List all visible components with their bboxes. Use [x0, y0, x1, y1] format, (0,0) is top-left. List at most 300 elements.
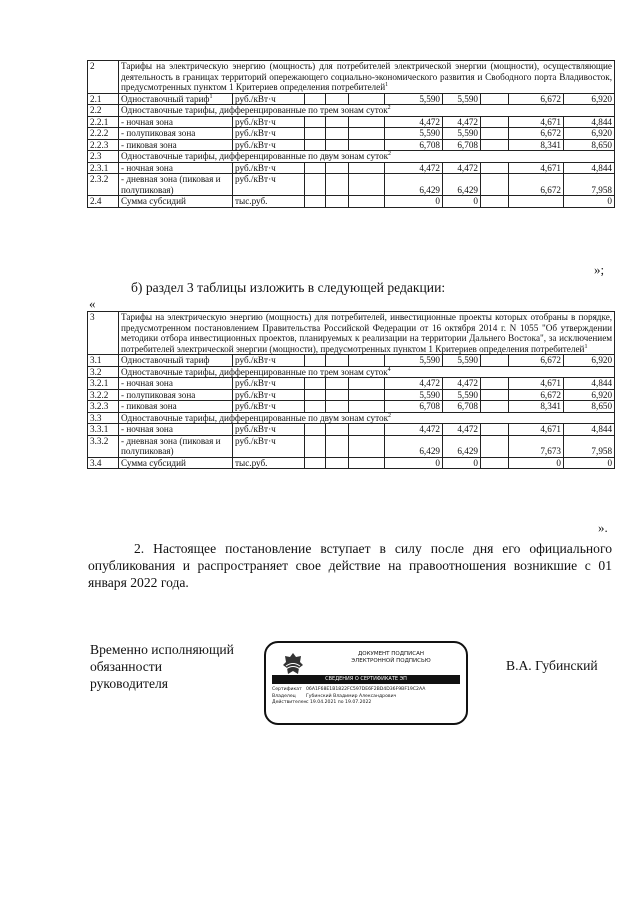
row-number-text: 3.4	[90, 457, 102, 468]
value-cell	[443, 457, 481, 469]
value-cell-text: 4,472	[457, 162, 478, 173]
value-cell	[509, 401, 564, 413]
unit-cell	[233, 355, 305, 367]
value-cell-text: 5,590	[419, 128, 440, 138]
empty-cell	[326, 378, 349, 390]
unit-cell	[233, 378, 305, 390]
unit-cell-text: руб./кВт·ч	[235, 401, 276, 411]
value-cell-text: 5,590	[457, 93, 478, 104]
row-number-text: 2.4	[90, 196, 102, 206]
value-cell-text: 4,472	[419, 162, 440, 173]
value-cell-text: 8,650	[591, 139, 613, 150]
empty-cell	[326, 128, 349, 140]
value-cell	[509, 93, 564, 105]
row-label	[119, 401, 233, 413]
tariff-table-section-2	[87, 60, 615, 208]
signer-name: В.А. Губинский	[506, 658, 598, 673]
value-cell	[385, 457, 443, 469]
unit-cell	[233, 116, 305, 128]
row-label-text: - ночная зона	[121, 162, 173, 173]
value-cell	[443, 355, 481, 367]
empty-cell	[326, 435, 349, 457]
row-number	[88, 61, 119, 94]
empty-cell	[326, 162, 349, 174]
signer-title-line: Временно исполняющий	[90, 642, 234, 657]
row-number	[88, 401, 119, 413]
row-label-text: - полупиковая зона	[121, 128, 196, 138]
row-number	[88, 139, 119, 151]
value-cell	[385, 401, 443, 413]
value-cell	[443, 162, 481, 174]
value-cell-text: 6,672	[540, 184, 561, 195]
empty-cell	[326, 389, 349, 401]
row-label	[119, 196, 233, 208]
value-cell-text: 6,429	[457, 446, 478, 456]
footnote-mark: 2	[387, 104, 391, 111]
row-description	[119, 366, 615, 378]
empty-cell	[305, 424, 326, 436]
value-cell-text: 0	[556, 457, 561, 468]
value-cell	[509, 139, 564, 151]
value-cell-text: 0	[435, 457, 440, 468]
closing-quote: ».	[598, 520, 608, 535]
unit-cell-text: тыс.руб.	[235, 196, 268, 206]
row-label	[119, 128, 233, 140]
empty-cell	[326, 116, 349, 128]
stamp-header-line: ДОКУМЕНТ ПОДПИСАН	[357, 651, 425, 657]
valid-label: Действителен	[272, 700, 307, 705]
value-cell-text: 0	[473, 196, 478, 206]
unit-cell	[233, 401, 305, 413]
row-label-text: Одноставочный тариф	[121, 93, 210, 104]
empty-cell	[349, 424, 385, 436]
empty-cell	[481, 116, 509, 128]
empty-cell	[349, 116, 385, 128]
value-cell-text: 6,708	[419, 401, 440, 411]
value-cell-text: 6,429	[419, 446, 440, 456]
value-cell	[443, 435, 481, 457]
empty-cell	[305, 196, 326, 208]
value-cell	[564, 389, 615, 401]
empty-cell	[349, 389, 385, 401]
value-cell	[385, 116, 443, 128]
empty-cell	[305, 128, 326, 140]
empty-cell	[481, 457, 509, 469]
value-cell	[443, 116, 481, 128]
value-cell-text: 5,590	[457, 355, 478, 365]
empty-cell	[305, 355, 326, 367]
value-cell	[509, 128, 564, 140]
row-number	[88, 174, 119, 196]
cert-value: 06A1F68E1B1822FC597DE6F2BD4D36F9BF19C2AA	[306, 687, 426, 692]
table-row	[88, 312, 615, 355]
empty-cell	[481, 378, 509, 390]
value-cell	[564, 196, 615, 208]
unit-cell	[233, 162, 305, 174]
value-cell-text: 6,708	[457, 139, 478, 150]
empty-cell	[349, 128, 385, 140]
value-cell-text: 4,671	[540, 378, 561, 388]
value-cell-text: 6,920	[591, 93, 613, 104]
value-cell	[564, 174, 615, 196]
signer-title	[90, 641, 260, 692]
row-number-text: 3.1	[90, 355, 102, 365]
row-label	[119, 162, 233, 174]
empty-cell	[349, 162, 385, 174]
row-number-text: 2.2	[90, 105, 102, 115]
value-cell-text: 0	[607, 457, 613, 468]
stamp-header	[336, 651, 446, 665]
value-cell-text: 4,844	[591, 162, 613, 173]
unit-cell-text: руб./кВт·ч	[235, 128, 276, 138]
empty-cell	[481, 174, 509, 196]
value-cell-text: 4,472	[457, 378, 478, 388]
table-row	[88, 435, 615, 457]
unit-cell-text: руб./кВт·ч	[235, 389, 276, 400]
value-cell	[564, 378, 615, 390]
value-cell	[509, 435, 564, 457]
empty-cell	[349, 174, 385, 196]
unit-cell	[233, 174, 305, 196]
empty-cell	[326, 401, 349, 413]
value-cell-text: 0	[473, 457, 478, 468]
value-cell-text: 4,844	[591, 424, 613, 434]
value-cell-text: 4,472	[419, 378, 440, 388]
table-row	[88, 457, 615, 469]
value-cell-text: 6,429	[457, 184, 478, 195]
value-cell-text: 6,920	[591, 389, 613, 400]
row-label-text: - дневная зона (пиковая и полупиковая)	[121, 435, 221, 456]
value-cell-text: 7,673	[540, 446, 561, 456]
row-label	[119, 457, 233, 469]
value-cell-text: 4,671	[540, 424, 561, 434]
empty-cell	[326, 93, 349, 105]
row-description	[119, 412, 615, 424]
row-number-text: 2.3	[90, 151, 102, 161]
value-cell-text: 6,672	[540, 389, 561, 400]
owner-value: Губинский Владимир Александрович	[306, 693, 397, 699]
value-cell	[564, 162, 615, 174]
row-number	[88, 435, 119, 457]
row-label-text: Сумма субсидий	[121, 457, 186, 468]
opening-quote: «	[89, 296, 96, 311]
row-number	[88, 162, 119, 174]
table-row	[88, 128, 615, 140]
table-row	[88, 162, 615, 174]
row-description-text: Одноставочные тарифы, дифференцированные по двум зонам суток	[121, 412, 389, 423]
value-cell-text: 4,671	[540, 162, 561, 173]
row-number	[88, 312, 119, 355]
value-cell	[385, 174, 443, 196]
row-number-text: 3.3.2	[90, 435, 109, 446]
row-description-text: Одноставочные тарифы, дифференцированные по двум зонам суток	[121, 151, 389, 161]
row-number-text: 3.2	[90, 366, 102, 377]
row-description	[119, 61, 615, 94]
empty-cell	[481, 355, 509, 367]
table-row	[88, 174, 615, 196]
tariff-table-section-3	[87, 311, 615, 469]
value-cell	[385, 355, 443, 367]
row-number-text: 2.2.3	[90, 139, 109, 150]
empty-cell	[481, 196, 509, 208]
row-number	[88, 93, 119, 105]
row-description-text: Тарифы на электрическую энергию (мощность) для потребителей электрической энергии (мощности), осуществляющие деятельность в границах территорий опережающего социально-экономического развития и Свободного порта Владивосток, предусмотренных пунктом 1 Критериев определения потребителей	[121, 61, 613, 92]
row-number	[88, 424, 119, 436]
empty-cell	[481, 162, 509, 174]
owner-label: Владелец	[272, 693, 296, 699]
unit-cell	[233, 457, 305, 469]
empty-cell	[349, 378, 385, 390]
stamp-header-line: ЭЛЕКТРОННОЙ ПОДПИСЬЮ	[351, 658, 431, 664]
unit-cell	[233, 128, 305, 140]
row-label-text: - пиковая зона	[121, 401, 177, 411]
value-cell-text: 6,708	[419, 139, 440, 150]
value-cell-text: 8,650	[591, 401, 613, 411]
unit-cell	[233, 196, 305, 208]
unit-cell-text: руб./кВт·ч	[235, 93, 276, 104]
row-label-text: Сумма субсидий	[121, 196, 186, 206]
row-number-text: 2	[90, 61, 95, 71]
row-number-text: 2.3.2	[90, 174, 109, 184]
value-cell	[443, 424, 481, 436]
empty-cell	[305, 93, 326, 105]
unit-cell	[233, 139, 305, 151]
table-row	[88, 412, 615, 424]
value-cell	[564, 435, 615, 457]
stamp-certificate-bar: СВЕДЕНИЯ О СЕРТИФИКАТЕ ЭП	[272, 675, 460, 684]
empty-cell	[349, 435, 385, 457]
empty-cell	[481, 401, 509, 413]
empty-cell	[305, 139, 326, 151]
row-number-text: 3.2.3	[90, 401, 109, 411]
empty-cell	[349, 93, 385, 105]
footnote-mark: 1	[209, 93, 213, 100]
row-label	[119, 378, 233, 390]
value-cell	[564, 424, 615, 436]
row-number	[88, 457, 119, 469]
value-cell	[443, 401, 481, 413]
row-number	[88, 128, 119, 140]
empty-cell	[481, 93, 509, 105]
table-row	[88, 105, 615, 117]
value-cell	[509, 355, 564, 367]
row-number-text: 3.3	[90, 412, 102, 423]
row-number-text: 3.3.1	[90, 424, 109, 434]
value-cell	[443, 378, 481, 390]
empty-cell	[305, 162, 326, 174]
row-number-text: 2.2.1	[90, 116, 109, 127]
row-number	[88, 151, 119, 163]
row-description	[119, 105, 615, 117]
value-cell-text: 5,590	[419, 389, 440, 400]
value-cell	[564, 116, 615, 128]
value-cell-text: 6,672	[540, 128, 561, 138]
unit-cell-text: руб./кВт·ч	[235, 435, 276, 446]
value-cell	[385, 389, 443, 401]
value-cell-text: 5,590	[457, 389, 478, 400]
row-label-text: Одноставочный тариф	[121, 355, 210, 365]
table-row	[88, 355, 615, 367]
unit-cell	[233, 424, 305, 436]
value-cell	[564, 355, 615, 367]
row-number	[88, 412, 119, 424]
empty-cell	[349, 139, 385, 151]
value-cell	[385, 424, 443, 436]
footnote-mark: 2	[388, 150, 392, 157]
value-cell-text: 4,472	[457, 116, 478, 127]
value-cell	[509, 174, 564, 196]
row-number-text: 2.3.1	[90, 162, 109, 173]
row-description	[119, 312, 615, 355]
value-cell	[509, 116, 564, 128]
empty-cell	[349, 401, 385, 413]
value-cell	[385, 93, 443, 105]
row-number	[88, 366, 119, 378]
value-cell-text: 7,958	[591, 184, 613, 195]
table-row	[88, 378, 615, 390]
value-cell-text: 8,341	[540, 401, 561, 411]
footnote-mark: 1	[385, 81, 389, 88]
row-number	[88, 196, 119, 208]
empty-cell	[326, 139, 349, 151]
table-row	[88, 366, 615, 378]
value-cell	[509, 162, 564, 174]
unit-cell-text: руб./кВт·ч	[235, 174, 276, 184]
row-label	[119, 116, 233, 128]
empty-cell	[326, 174, 349, 196]
table-row	[88, 196, 615, 208]
value-cell-text: 4,844	[591, 116, 613, 127]
value-cell-text: 0	[607, 196, 613, 206]
row-number	[88, 105, 119, 117]
value-cell	[509, 196, 564, 208]
unit-cell-text: руб./кВт·ч	[235, 139, 276, 150]
value-cell-text: 7,958	[591, 446, 613, 456]
value-cell	[385, 435, 443, 457]
table-row	[88, 61, 615, 94]
row-label	[119, 93, 233, 105]
row-label-text: - ночная зона	[121, 378, 173, 388]
footnote-mark: 4	[387, 366, 391, 373]
empty-cell	[305, 435, 326, 457]
valid-value: с 19.04.2021 по 19.07.2022	[306, 700, 372, 705]
table-row	[88, 424, 615, 436]
cert-label: Сертификат	[272, 687, 302, 692]
empty-cell	[481, 139, 509, 151]
row-description-text: Тарифы на электрическую энергию (мощность) для потребителей, инвестиционные проекты которых отобраны в порядке, предусмотренном постановлением Правительства Российской Федерации от 16 октября 2014 г. N 1055 "Об утверждении методики отбора инвестиционных проектов, планируемых к реализации на территории Дальнего Востока", за исключением потребителей электрической энергии (мощности), предусмотренных пунктом 1 Критериев определения потребителей	[121, 312, 613, 354]
footnote-mark: 1	[584, 343, 588, 350]
empty-cell	[326, 424, 349, 436]
row-label-text: - ночная зона	[121, 424, 173, 434]
row-number-text: 3.2.2	[90, 389, 109, 400]
footnote-mark: 2	[388, 412, 392, 419]
unit-cell-text: руб./кВт·ч	[235, 116, 276, 127]
value-cell-text: 6,708	[457, 401, 478, 411]
paragraph-b: б) раздел 3 таблицы изложить в следующей редакции:	[131, 280, 446, 295]
value-cell-text: 4,472	[419, 116, 440, 127]
unit-cell-text: тыс.руб.	[235, 457, 268, 468]
signer-title-line: обязанности	[90, 659, 162, 674]
closing-quote: »;	[594, 262, 605, 277]
value-cell-text: 0	[435, 196, 440, 206]
row-number	[88, 355, 119, 367]
value-cell-text: 6,672	[540, 93, 561, 104]
value-cell-text: 8,341	[540, 139, 561, 150]
unit-cell	[233, 93, 305, 105]
row-number-text: 3	[90, 312, 95, 322]
row-label-text: - пиковая зона	[121, 139, 177, 150]
value-cell	[564, 457, 615, 469]
value-cell	[385, 196, 443, 208]
row-number-text: 2.1	[90, 93, 102, 104]
row-label	[119, 435, 233, 457]
value-cell	[443, 196, 481, 208]
row-label	[119, 139, 233, 151]
empty-cell	[326, 355, 349, 367]
value-cell	[443, 389, 481, 401]
value-cell	[385, 128, 443, 140]
value-cell	[509, 378, 564, 390]
empty-cell	[305, 457, 326, 469]
row-label	[119, 389, 233, 401]
row-label-text: - ночная зона	[121, 116, 173, 127]
value-cell	[564, 139, 615, 151]
tariff-table-body	[88, 61, 615, 208]
unit-cell-text: руб./кВт·ч	[235, 355, 276, 365]
empty-cell	[481, 435, 509, 457]
empty-cell	[481, 128, 509, 140]
value-cell	[443, 174, 481, 196]
table-row	[88, 151, 615, 163]
table-row	[88, 401, 615, 413]
value-cell	[564, 401, 615, 413]
value-cell	[443, 93, 481, 105]
value-cell	[564, 93, 615, 105]
value-cell-text: 4,472	[457, 424, 478, 434]
row-label	[119, 355, 233, 367]
value-cell	[385, 162, 443, 174]
empty-cell	[305, 116, 326, 128]
empty-cell	[349, 457, 385, 469]
table-row	[88, 116, 615, 128]
empty-cell	[481, 389, 509, 401]
stamp-details	[272, 687, 425, 707]
unit-cell	[233, 435, 305, 457]
value-cell-text: 6,920	[591, 128, 613, 138]
value-cell-text: 4,671	[540, 116, 561, 127]
paragraph-2: 2. Настоящее постановление вступает в силу после дня его официального опубликования и распространяет свое действие на правоотношения возникшие с 01 января 2022 года.	[88, 541, 612, 590]
row-number	[88, 389, 119, 401]
empty-cell	[305, 174, 326, 196]
row-number-text: 3.2.1	[90, 378, 109, 388]
value-cell-text: 5,590	[457, 128, 478, 138]
empty-cell	[305, 401, 326, 413]
value-cell-text: 4,844	[591, 378, 613, 388]
row-number-text: 2.2.2	[90, 128, 109, 138]
row-number	[88, 378, 119, 390]
value-cell-text: 4,472	[419, 424, 440, 434]
empty-cell	[349, 355, 385, 367]
value-cell	[443, 128, 481, 140]
value-cell	[509, 424, 564, 436]
coat-of-arms-icon	[282, 652, 304, 676]
value-cell	[509, 457, 564, 469]
empty-cell	[481, 424, 509, 436]
row-description	[119, 151, 615, 163]
unit-cell-text: руб./кВт·ч	[235, 162, 276, 173]
row-label	[119, 174, 233, 196]
empty-cell	[305, 389, 326, 401]
